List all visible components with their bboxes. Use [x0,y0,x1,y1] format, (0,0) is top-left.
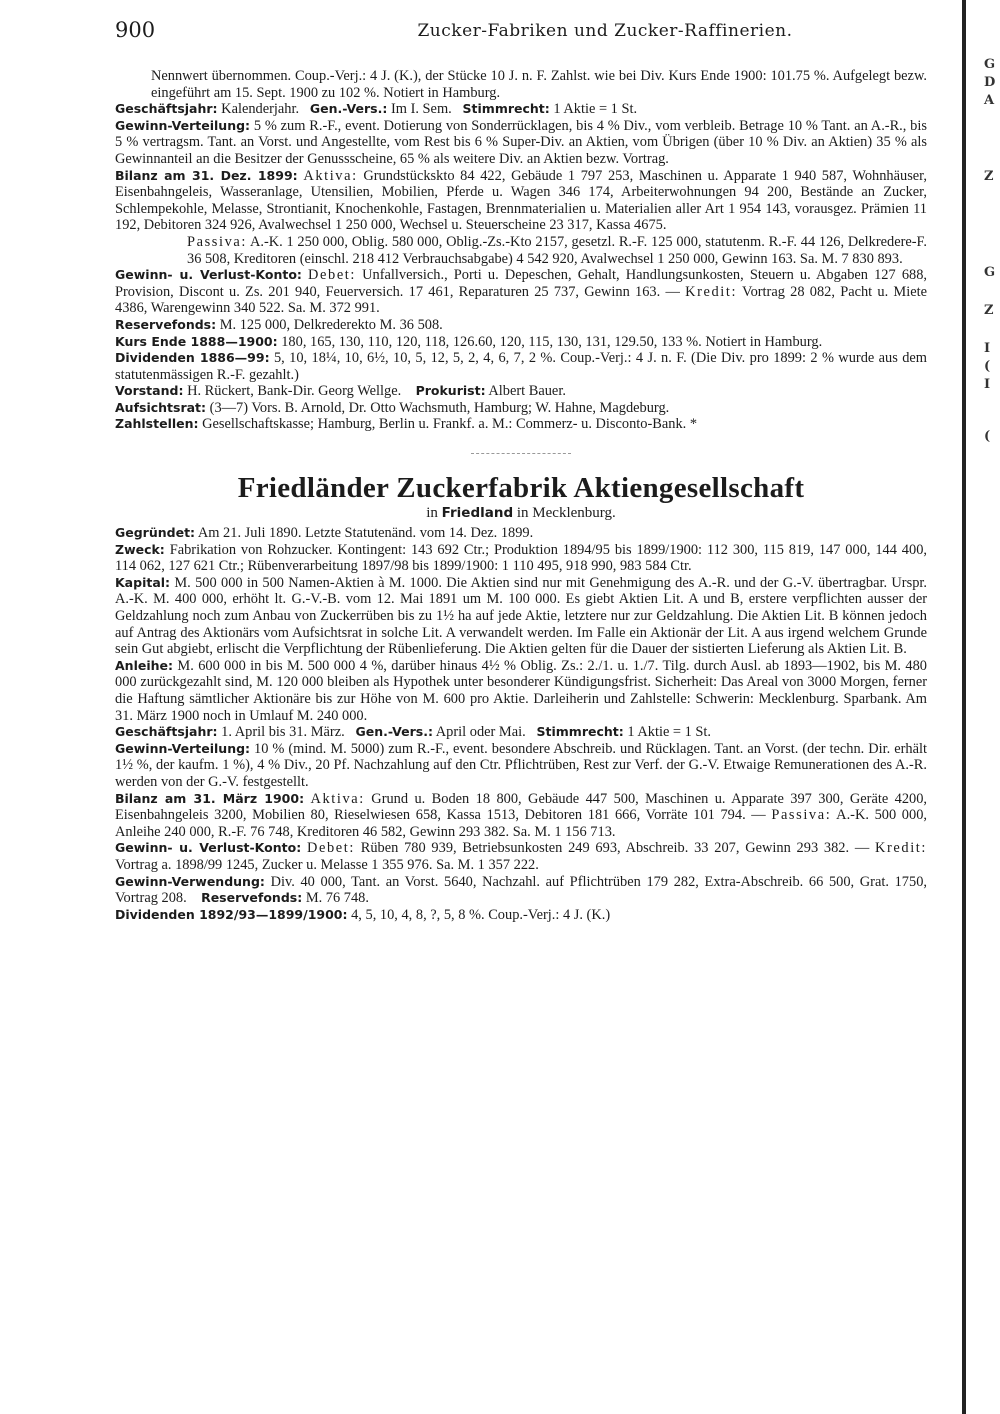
kredit-word: Kredit: [875,840,928,857]
running-title: Zucker-Fabriken und Zucker-Raffinerien. [417,21,793,41]
page-number: 900 [115,18,156,42]
gewinn-paragraph [115,741,927,791]
prev-guv-paragraph [115,267,927,317]
neighbor-letter: Z [984,169,994,184]
gv-text: April oder Mai. [435,724,526,741]
kapital-label: Kapital: [115,574,171,590]
prev-debet-text: Unfallversich., Porti u. Depeschen, Gehalt, Handlungsunkosten, Steuern u. Abgaben 127 688, Provision, Discont u. Zs. 201 940, Feuerversich. 17 461, Reparaturen 25 737, Gewinn 163. — [115,267,928,300]
prev-gj-label: Geschäftsjahr: [115,101,218,117]
prev-zahl-label: Zahlstellen: [115,416,199,432]
prev-kredit-word: Kredit: [685,283,738,300]
prev-div-label: Dividenden 1886—99: [115,350,270,366]
neighbor-letter: ( [984,359,991,374]
prev-st-text: 1 Aktie = 1 St. [553,101,638,118]
zweck-label: Zweck: [115,541,165,557]
reserve-text: M. 76 748. [305,890,369,907]
prev-div-text: 5, 10, 18¼, 10, 6½, 10, 5, 12, 5, 2, 4, 6, 7, 2 %. Coup.-Verj.: 4 J. n. F. (Die Div. pro 1899: 2 % wurde aus dem statutenmässigen R.-F. gezahlt.) [115,350,927,383]
prev-div-paragraph [115,350,927,383]
prev-kurs-text: 180, 165, 130, 110, 120, 118, 126.60, 120, 115, 130, 131, 129.50, 133 %. Notiert in Hamburg. [281,333,823,350]
prev-kurs-label: Kurs Ende 1888—1900: [115,333,278,349]
neighbor-letter: G [984,265,996,280]
aktiva-word: Aktiva: [310,790,365,807]
zweck-paragraph [115,542,927,575]
dividenden-text: 4, 5, 10, 4, 8, ?, 5, 8 %. Coup.-Verj.: 4 J. (K.) [351,906,611,923]
prev-gewinn-paragraph [115,118,927,168]
meta-paragraph [115,724,927,741]
dividenden-label: Dividenden 1892/93—1899/1900: [115,906,348,922]
st-label: Stimmrecht: [536,724,624,740]
page-content [115,68,927,923]
aktiva-text: Grund u. Boden 18 800, Gebäude 447 500, Maschinen u. Apparate 397 300, Geräte 4200, Eisenbahngeleis 3200, Mobilien 80, Rieselwiesen 658, Kassa 1513, Debitoren 181 666, Vorräte 101 794. — [115,790,928,824]
prev-vorstand-label: Vorstand: [115,383,184,399]
kredit-text: Vortrag a. 1898/99 1245, Zucker u. Melasse 1 355 976. Sa. M. 1 357 222. [115,856,539,873]
prev-zahl-text: Gesellschaftskasse; Hamburg, Berlin u. Frankf. a. M.: Commerz- u. Disconto-Bank. * [202,416,698,433]
gj-text: 1. April bis 31. März. [221,724,345,741]
verwendung-text: Div. 40 000, Tant. an Vorst. 5640, Nachzahl. auf Pflichtrüben 179 282, Extra-Abschreib. 66 500, Grat. 1750, Vortrag 208. [115,873,927,907]
prev-ar-text: (3—7) Vors. B. Arnold, Dr. Otto Wachsmuth, Hamburg; W. Hahne, Magdeburg. [209,399,670,416]
prev-debet-word: Debet: [308,267,357,284]
verwendung-label: Gewinn-Verwendung: [115,873,265,889]
neighbor-letter: A [984,93,995,108]
company-location-city: Friedland [441,505,514,522]
prev-bilanz-paragraph [115,168,927,234]
anleihe-text: M. 600 000 in bis M. 500 000 4 %, darüber hinaus 4½ % Oblig. Zs.: 2./1. u. 1./7. Tilg. durch Ausl. ab 1893—1902, bis M. 480 000 zurückgezahlt sind, M. 120 000 bleiben als Hypothek unter besonderer Kündigungsfrist. Sicherheit: Das Areal von 3000 Morgen, ferner die Haftung sämtlicher Aktionäre bis zur Höhe von M. 600 pro Aktie. Darleiherin und Zahlstelle: Schwerin: Mecklenburg. Sparbank. Am 31. März 1900 noch in Umlauf M. 240 000. [115,657,927,724]
anleihe-label: Anleihe: [115,657,173,673]
company-location-suffix: in Mecklenburg. [516,505,616,522]
gj-label: Geschäftsjahr: [115,724,218,740]
prev-kredit-text: Vortrag 28 082, Pacht u. Miete 4386, Warengewinn 340 522. Sa. M. 372 991. [115,283,927,317]
company-location [115,504,927,522]
bilanz-label: Bilanz am 31. März 1900: [115,790,305,806]
dividenden-paragraph [115,907,927,924]
guv-label: Gewinn- u. Verlust-Konto: [115,840,302,856]
neighbor-letter: I [984,341,991,356]
passiva-text: A.-K. 500 000, Anleihe 240 000, R.-F. 76 748, Kreditoren 46 582, Gewinn 293 382. Sa. M. 1 156 713. [115,807,927,840]
guv-paragraph [115,840,927,873]
prev-nennwert-paragraph: Nennwert übernommen. Coup.-Verj.: 4 J. (K.), der Stücke 10 J. n. F. Zahlst. wie bei Div. Kurs Ende 1900: 101.75 %. Aufgelegt bezw. eingeführt am 15. Sept. 1900 zu 102 %. Notiert in Hamburg. [151,68,927,101]
prev-bilanz-label: Bilanz am 31. Dez. 1899: [115,167,298,183]
company-location-prefix: in [426,505,438,522]
kapital-paragraph [115,575,927,658]
company-title: Friedländer Zuckerfabrik Aktiengesellschaft [237,472,805,505]
prev-ar-paragraph [115,400,927,417]
gewinn-label: Gewinn-Verteilung: [115,740,251,756]
anleihe-paragraph [115,658,927,724]
prev-gewinn-label: Gewinn-Verteilung: [115,117,251,133]
gegruendet-paragraph [115,525,927,542]
prev-reserve-text: M. 125 000, Delkrederekto M. 36 508. [219,316,443,333]
neighbor-letter: D [984,75,996,90]
prev-gewinn-text: 5 % zum R.-F., event. Dotierung von Sonderrücklagen, bis 4 % Div., vom verbleib. Betrage 10 % Tant. an A.-R., bis 5 % vertragsm. Tant. an Vorst. und Angestellte, vom Rest bis 6 % Super-Div. an Aktien, vom Übrigen (über 10 % Div. an Aktien) 35 % als Gewinnanteil an die Besitzer der Genussscheine, 65 % als weitere Div. an Aktien bezw. Vortrag. [115,117,927,167]
verwendung-paragraph [115,874,927,907]
bilanz-paragraph [115,791,927,841]
prev-reserve-paragraph [115,317,927,334]
gegruendet-text: Am 21. Juli 1890. Letzte Statutenänd. vom 14. Dez. 1899. [197,525,534,542]
prev-passiva-word: Passiva: [187,233,247,250]
prev-vorstand-paragraph [115,383,927,400]
neighbor-letter: ( [984,429,991,444]
prev-passiva-text: A.-K. 1 250 000, Oblig. 580 000, Oblig.-Zs.-Kto 2157, gesetzl. R.-F. 125 000, statutenm. R.-F. 44 126, Delkredere-F. 36 508, Kreditoren (einschl. 218 412 Verbrauchsabgabe) 4 542 920, Avalwechsel 1 250 000, Gewinn 163. Sa. M. 7 830 893. [187,233,927,267]
passiva-word: Passiva: [771,807,832,824]
page-edge-rule [962,0,966,1414]
prev-kurs-paragraph [115,334,927,351]
prev-passiva-paragraph [115,234,927,267]
prev-aktiva-text: Grundstückskto 84 422, Gebäude 1 797 253, Maschinen u. Apparate 1 940 587, Wohnhäuser, Eisenbahngeleis, Wasseranlage, Utensilien, Mobilien, Pferde u. Wagen 346 174, Arbeiterwohnungen 94 200, Bestände an Zucker, Schlempekohle, Melasse, Strontianit, Knochenkohle, Fastagen, Brennmaterialien u. Materialien aller Art 1 954 143, vorausgez. Prämien 11 192, Debitoren 324 926, Avalwechsel 1 250 000, Wechsel u. Steuerscheine 23 317, Kassa 4675. [115,167,927,234]
prev-prokurist-text: Albert Bauer. [488,383,566,400]
debet-word: Debet: [306,840,355,857]
gewinn-text: 10 % (mind. M. 5000) zum R.-F., event. besondere Abschreib. und Rücklagen. Tant. an Vorst. (der techn. Dir. erhält 1½ %, der kaufm. 1 %), 4 % Div., 20 Pf. Nachzahlung auf den Ctr. Pflichtrüben, Rest zur Verf. der G.-V. Etwaige Remunerationen des A.-R. werden von der G.-V. festgestellt. [115,740,927,790]
neighbor-letter: Z [984,303,994,318]
prev-aktiva-word: Aktiva: [303,167,358,184]
kapital-text: M. 500 000 in 500 Namen-Aktien à M. 1000. Die Aktien sind nur mit Genehmigung des A.-R. und der G.-V. übertragbar. Urspr. A.-K. M. 400 000, erhöht lt. G.-V.-B. vom 12. Mai 1891 um M. 100 000. Es giebt Aktien Lit. A und B, erstere verpflichten ausser der Geldzahlung noch zum Anbau von Zuckerrüben bis zu 1½ ha auf jede Aktie, letztere nur zur Geldzahlung. Die Aktien Lit. B können jedoch auf Antrag des Aktionärs vom Aufsichtsrat in solche Lit. A verwandelt werden. Im Falle ein Aktionär der Lit. A aus irgend welchem Grunde sein Gut abgiebt, erlischt die Verpflichtung der Rübenlieferung. Die Aktien gelten für die Dauer der sistierten Lieferung als Aktien Lit. B. [115,574,927,658]
prev-ar-label: Aufsichtsrat: [115,399,207,415]
prev-meta-paragraph [115,101,927,118]
debet-text: Rüben 780 939, Betriebsunkosten 249 693, Abschreib. 33 207, Gewinn 293 382. — [360,840,870,857]
gegruendet-label: Gegründet: [115,525,196,541]
prev-gv-text: Im I. Sem. [390,101,452,118]
neighbor-letter: G [984,57,996,72]
neighbor-letter: I [984,377,991,392]
prev-prokurist-label: Prokurist: [415,383,486,399]
prev-reserve-label: Reservefonds: [115,316,217,332]
prev-guv-label: Gewinn- u. Verlust-Konto: [115,267,302,283]
prev-gj-text: Kalenderjahr. [221,101,300,118]
prev-zahl-paragraph [115,416,927,433]
prev-st-label: Stimmrecht: [462,101,550,117]
reserve-label: Reservefonds: [201,890,303,906]
gv-label: Gen.-Vers.: [355,724,433,740]
section-separator [471,453,571,454]
page-header [115,18,945,46]
zweck-text: Fabrikation von Rohzucker. Kontingent: 143 692 Ctr.; Produktion 1894/95 bis 1899/1900: 112 300, 115 819, 147 000, 144 400, 114 062, 127 621 Ctr.; Rübenverarbeitung 1897/98 bis 1899/1900: 1 110 495, 918 990, 983 584 Ctr. [115,541,927,575]
prev-gv-label: Gen.-Vers.: [309,101,388,117]
prev-vorstand-text: H. Rückert, Bank-Dir. Georg Wellge. [187,383,402,400]
st-text: 1 Aktie = 1 St. [627,724,712,741]
